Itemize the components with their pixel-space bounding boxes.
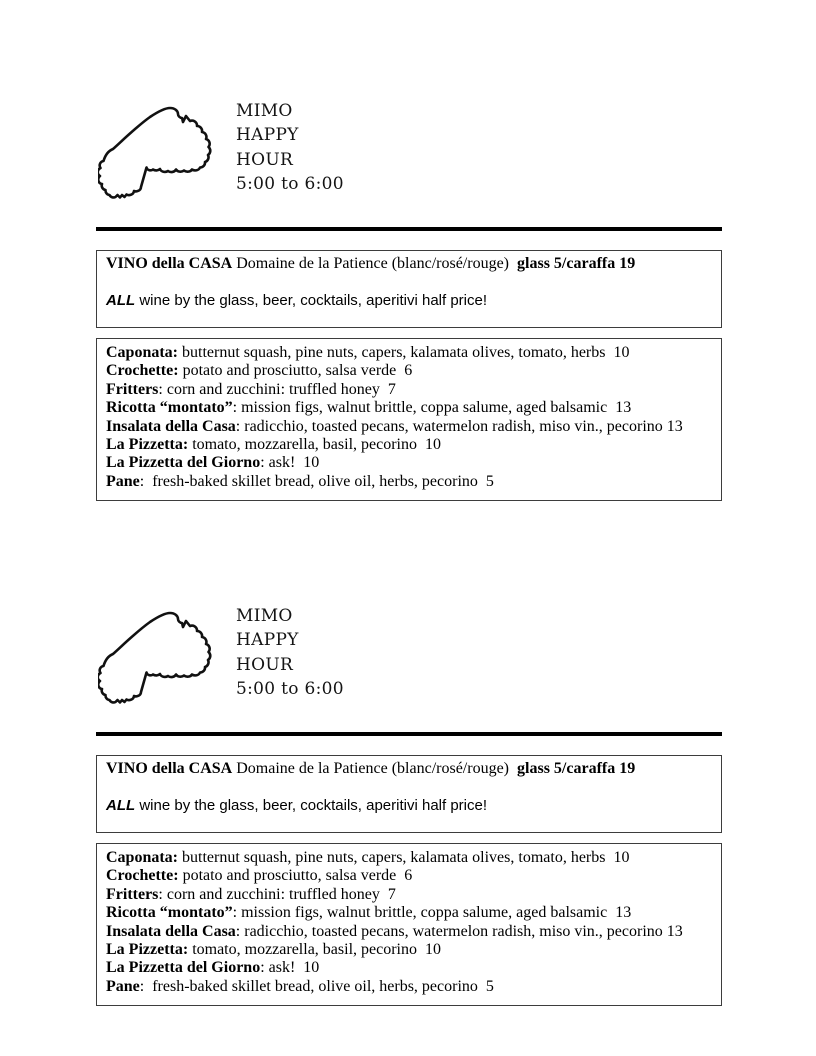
page-title xyxy=(236,99,344,197)
menu-item xyxy=(106,941,712,959)
menu-box xyxy=(96,843,722,1006)
menu-item-desc: butternut squash, pine nuts, capers, kalamata olives, tomato, herbs 10 xyxy=(178,344,630,361)
title-line: MIMO xyxy=(236,101,293,121)
menu-item xyxy=(106,473,712,491)
promo-emphasis: ALL xyxy=(106,292,136,309)
menu-item-name: Pane xyxy=(106,977,140,995)
promo-text: wine by the glass, beer, cocktails, aperitivi half price! xyxy=(135,797,488,814)
menu-copy-2 xyxy=(0,505,816,1010)
menu-copy-1 xyxy=(0,0,816,505)
menu-item-desc: : radicchio, toasted pecans, watermelon radish, miso vin., pecorino 13 xyxy=(235,922,683,940)
menu-item-name: Caponata: xyxy=(106,344,179,361)
house-wine-label: VINO della CASA xyxy=(106,760,233,777)
house-wine-label: VINO della CASA xyxy=(106,255,233,272)
menu-item-name: Fritters xyxy=(106,885,159,903)
menu-item xyxy=(106,362,712,380)
title-line: HAPPY xyxy=(236,125,299,146)
promo-emphasis: ALL xyxy=(106,797,136,814)
menu-item xyxy=(106,344,712,362)
promo-line xyxy=(106,291,712,310)
menu-item-desc: : corn and zucchini: truffled honey 7 xyxy=(158,885,396,903)
menu-item-name: Insalata della Casa xyxy=(106,922,236,940)
menu-item xyxy=(106,454,712,472)
wing-logo-icon xyxy=(98,610,212,710)
divider-rule xyxy=(96,732,722,736)
menu-item xyxy=(106,978,712,996)
title-line: 5:00 to 6:00 xyxy=(236,174,344,195)
title-line: HOUR xyxy=(236,654,294,675)
menu-item xyxy=(106,886,712,904)
title-line: MIMO xyxy=(236,606,293,626)
menu-item xyxy=(106,923,712,941)
page-title xyxy=(236,604,344,702)
menu-item-name: Insalata della Casa xyxy=(106,417,236,435)
menu-item-desc: : fresh-baked skillet bread, olive oil, herbs, pecorino 5 xyxy=(139,977,494,995)
title-line: HAPPY xyxy=(236,630,299,651)
house-wine-line xyxy=(106,759,712,778)
menu-item-desc: potato and prosciutto, salsa verde 6 xyxy=(178,362,413,380)
wing-logo-icon xyxy=(98,105,212,205)
menu-box xyxy=(96,338,722,501)
menu-item-name: La Pizzetta del Giorno xyxy=(106,959,261,977)
promo-line xyxy=(106,796,712,815)
menu-item-name: Pane xyxy=(106,472,140,490)
menu-item xyxy=(106,904,712,922)
menu-item-name: Ricotta “montato” xyxy=(106,904,233,922)
house-wine-price: glass 5/caraffa 19 xyxy=(517,255,636,272)
divider-rule xyxy=(96,227,722,231)
menu-item-name: Fritters xyxy=(106,380,159,398)
house-wine-detail: Domaine de la Patience (blanc/rosé/rouge) xyxy=(232,255,518,272)
menu-item-desc: potato and prosciutto, salsa verde 6 xyxy=(178,867,413,885)
wine-box xyxy=(96,250,722,328)
menu-item-name: La Pizzetta: xyxy=(106,436,189,454)
menu-item-desc: butternut squash, pine nuts, capers, kalamata olives, tomato, herbs 10 xyxy=(178,849,630,866)
menu-item xyxy=(106,849,712,867)
menu-item-desc: tomato, mozzarella, basil, pecorino 10 xyxy=(188,941,441,959)
menu-item-desc: : mission figs, walnut brittle, coppa salume, aged balsamic 13 xyxy=(232,904,632,922)
menu-item xyxy=(106,436,712,454)
menu-item-desc: : ask! 10 xyxy=(260,959,320,977)
title-line: HOUR xyxy=(236,149,294,170)
menu-item xyxy=(106,381,712,399)
menu-item xyxy=(106,418,712,436)
title-line: 5:00 to 6:00 xyxy=(236,679,344,700)
menu-item-name: La Pizzetta del Giorno xyxy=(106,454,261,472)
menu-item-desc: tomato, mozzarella, basil, pecorino 10 xyxy=(188,436,441,454)
menu-item-name: Ricotta “montato” xyxy=(106,399,233,417)
menu-item-name: Caponata: xyxy=(106,849,179,866)
menu-item-name: Crochette: xyxy=(106,867,179,885)
menu-item xyxy=(106,959,712,977)
house-wine-price: glass 5/caraffa 19 xyxy=(517,760,636,777)
menu-item xyxy=(106,399,712,417)
menu-item-desc: : fresh-baked skillet bread, olive oil, herbs, pecorino 5 xyxy=(139,472,494,490)
menu-item-name: Crochette: xyxy=(106,362,179,380)
house-wine-detail: Domaine de la Patience (blanc/rosé/rouge) xyxy=(232,760,518,777)
wine-box xyxy=(96,755,722,833)
menu-item-desc: : radicchio, toasted pecans, watermelon radish, miso vin., pecorino 13 xyxy=(235,417,683,435)
menu-item-desc: : mission figs, walnut brittle, coppa salume, aged balsamic 13 xyxy=(232,399,632,417)
promo-text: wine by the glass, beer, cocktails, aperitivi half price! xyxy=(135,292,488,309)
menu-item xyxy=(106,867,712,885)
menu-item-desc: : ask! 10 xyxy=(260,454,320,472)
menu-item-desc: : corn and zucchini: truffled honey 7 xyxy=(158,380,396,398)
menu-item-name: La Pizzetta: xyxy=(106,941,189,959)
house-wine-line xyxy=(106,254,712,273)
